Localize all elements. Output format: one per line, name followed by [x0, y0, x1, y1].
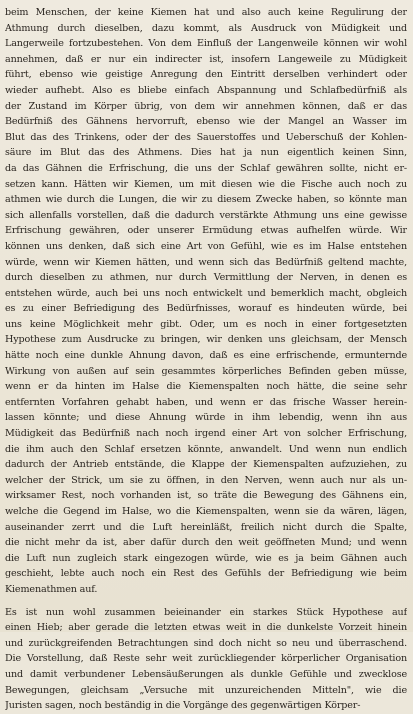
paragraph-gap [5, 598, 407, 605]
text-line: sich allenfalls vorstellen, daß die dadurch verstärkte Athmung uns eine gewisse [5, 209, 407, 221]
text-line: Erfrischung gewähren, oder unserer Ermüdung etwas aufhelfen würde. Wir [5, 225, 407, 237]
text-line: wirksamer Rest, noch vorhanden ist, so träte die Bewegung des Gähnens ein, [5, 490, 407, 502]
text-line: entfernten Vorfahren gehabt haben, und wenn er das frische Wasser herein- [5, 396, 407, 408]
text-line: und damit verbundener Lebensäußerungen als dunkle Gefühle und zwecklose [5, 668, 407, 680]
text-line: der Zustand im Körper übrig, von dem wir annehmen können, daß er das [5, 100, 407, 112]
text-line: Hypothese zum Ausdrucke zu bringen, wir denken uns gleichsam, der Mensch [5, 334, 407, 346]
text-line: dadurch der Antrieb entstände, die Klappe der Kiemenspalten aufzuziehen, zu [5, 459, 407, 471]
text-line: säure im Blut das des Athmens. Dies hat ja nun eigentlich keinen Sinn, [5, 147, 407, 159]
text-line: es zu einer Befriedigung des Bedürfnisses, worauf es hindeuten würde, bei [5, 303, 407, 315]
text-line: uns keine Möglichkeit mehr gibt. Oder, um es noch in einer fortgesetzten [5, 318, 407, 330]
text-line: wieder aufhebt. Also es bliebe einfach Abspannung und Schlafbedürfniß als [5, 84, 407, 96]
text-line: Juristen sagen, noch beständig in die Vorgänge des gegenwärtigen Körper- [5, 700, 361, 712]
text-line: würde, wenn wir Kiemen hätten, und wenn sich das Bedürfniß geltend machte, [5, 256, 407, 268]
page-text [5, 5, 407, 714]
text-line: setzen kann. Hätten wir Kiemen, um mit diesen wie die Fische auch noch zu [5, 178, 407, 190]
text-line: durch dieselben zu athmen, nur durch Vermittlung der Nerven, in denen es [5, 272, 407, 284]
paragraph [5, 5, 407, 598]
text-line: annehmen, daß er nur ein indirecter ist, insofern Langeweile zu Müdigkeit [5, 53, 407, 65]
text-line: athmen wie durch die Lungen, die wir zu diesem Zwecke haben, so könnte man [5, 194, 407, 206]
text-line: die nicht mehr da ist, aber dafür durch den weit geöffneten Mund; und wenn [5, 537, 407, 549]
text-line: Die Vorstellung, daß Reste sehr weit zurückliegender körperlicher Organisation [5, 653, 407, 665]
text-line: Blut das des Trinkens, oder der des Sauerstoffes und Ueberschuß der Kohlen- [5, 131, 407, 143]
text-line: Es ist nun wohl zusammen beieinander ein starkes Stück Hypothese auf [5, 606, 407, 618]
text-line: welche die Gegend im Halse, wo die Kiemenspalten, wenn sie da wären, lägen, [5, 506, 407, 517]
text-line: wenn er da hinten im Halse die Kiemenspalten noch hätte, die seine sehr [5, 381, 407, 393]
text-line: Bedürfniß des Gähnens hervorruft, ebenso wie der Mangel an Wasser im [5, 116, 407, 128]
text-line: Athmung durch dieselben, dazu kommt, als Ausdruck von Müdigkeit und [5, 22, 407, 34]
text-line: Langerweile fortzubestehen. Von dem Einfluß der Langenweile können wir wohl [5, 38, 407, 50]
text-line: geschieht, lebte auch noch ein Rest des Gefühls der Befriedigung wie beim [5, 568, 407, 580]
text-line: die Luft nun zugleich stark eingezogen würde, wie es ja beim Gähnen auch [5, 552, 407, 564]
text-line: und zurückgreifenden Betrachtungen sind doch nicht so neu und überraschend. [5, 637, 407, 649]
text-line: da das Gähnen die Erfrischung, die uns der Schlaf gewähren sollte, nicht er- [5, 162, 407, 174]
text-line: Kiemenathmen auf. [5, 583, 98, 595]
text-line: die ihm auch den Schlaf ersetzen könnte, anwandelt. Und wenn nun endlich [5, 443, 407, 455]
text-line: Bewegungen, gleichsam „Versuche mit unzureichenden Mitteln", wie die [5, 684, 407, 696]
text-line: hätte noch eine dunkle Ahnung davon, daß es eine erfrischende, ermunternde [5, 350, 407, 362]
text-line: einen Hieb; aber gerade die letzten etwas weit in die dunkelste Vorzeit hinein [5, 622, 407, 634]
text-line: welcher der Strick, um sie zu öffnen, in den Nerven, wenn auch nur als un- [5, 474, 407, 486]
text-line: führt, ebenso wie geistige Anregung den Eintritt derselben verhindert oder [5, 69, 407, 81]
text-line: können uns denken, daß sich eine Art von Gefühl, wie es im Halse entstehen [5, 240, 407, 252]
text-line: auseinander zerrt und die Luft hereinläßt, freilich nicht durch die Spalte, [5, 521, 407, 533]
text-line: Wirkung von außen auf sein gesammtes körperliches Befinden geben müsse, [5, 365, 407, 377]
text-line: entstehen würde, auch bei uns noch entwickelt und bemerklich macht, obgleich [5, 287, 407, 299]
text-line: Müdigkeit das Bedürfniß nach noch irgend einer Art von solcher Erfrischung, [5, 428, 407, 440]
paragraph [5, 605, 407, 714]
text-line: beim Menschen, der keine Kiemen hat und also auch keine Regulirung der [5, 7, 407, 18]
text-line: lassen könnte; und diese Ahnung würde in ihm lebendig, wenn ihn aus [5, 412, 407, 424]
